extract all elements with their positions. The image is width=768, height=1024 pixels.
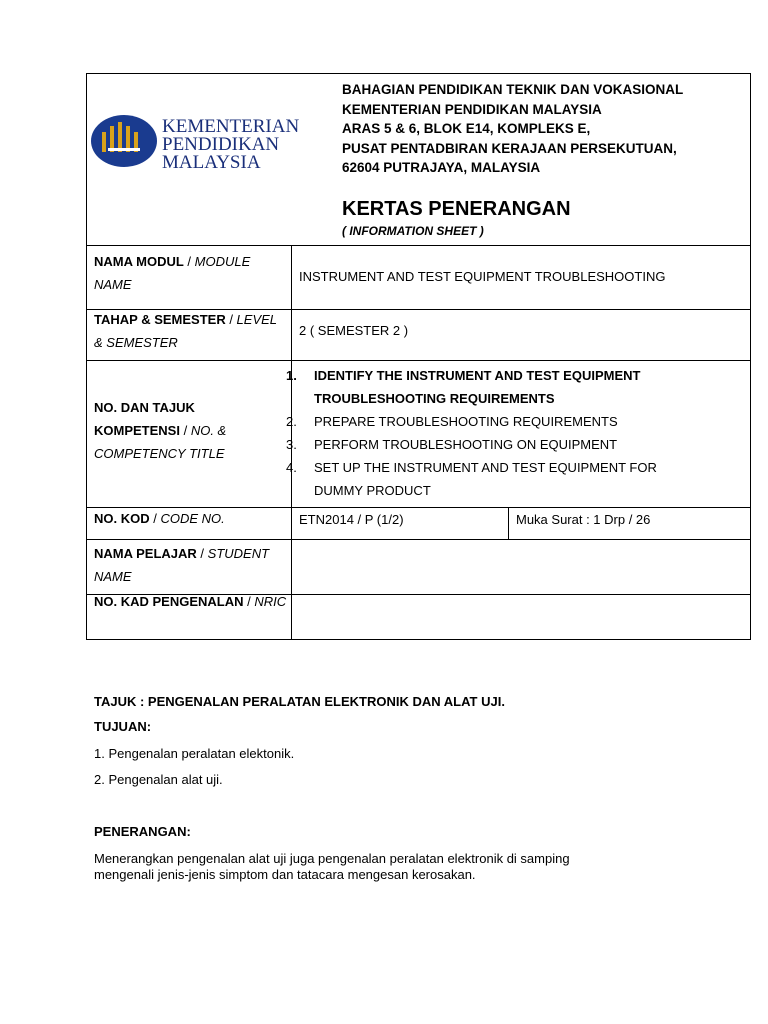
competency-label: NO. DAN TAJUK KOMPETENSI / NO. & COMPETENCY TITLE: [94, 400, 227, 461]
divider: [86, 539, 751, 540]
address-line: 62604 PUTRAJAYA, MALAYSIA: [342, 160, 541, 175]
address-line: ARAS 5 & 6, BLOK E14, KOMPLEKS E,: [342, 121, 591, 136]
explanation-heading: PENERANGAN:: [94, 824, 191, 839]
list-item: 4. SET UP THE INSTRUMENT AND TEST EQUIPMENT FOR: [286, 460, 657, 475]
aim-item: 2. Pengenalan alat uji.: [94, 772, 223, 787]
nric-field[interactable]: [299, 600, 739, 634]
divider: [86, 245, 751, 246]
list-item: 1. IDENTIFY THE INSTRUMENT AND TEST EQUIPMENT: [286, 368, 641, 383]
address-block: [342, 80, 683, 178]
code-label: NO. KOD / CODE NO.: [94, 511, 225, 526]
address-line: BAHAGIAN PENDIDIKAN TEKNIK DAN VOKASIONAL: [342, 82, 684, 97]
nric-label: NO. KAD PENGENALAN / NRIC: [94, 594, 287, 609]
svg-text:PENDIDIKAN: PENDIDIKAN: [162, 134, 280, 155]
list-item: 3. PERFORM TROUBLESHOOTING ON EQUIPMENT: [286, 437, 618, 452]
module-value: INSTRUMENT AND TEST EQUIPMENT TROUBLESHOOTING: [299, 269, 666, 284]
address-line: PUSAT PENTADBIRAN KERAJAAN PERSEKUTUAN,: [342, 140, 677, 156]
column-divider: [508, 507, 509, 539]
student-name-label: NAMA PELAJAR / STUDENT NAME: [94, 546, 270, 584]
svg-text:MALAYSIA: MALAYSIA: [162, 152, 261, 170]
document-subtitle: ( INFORMATION SHEET ): [342, 224, 484, 238]
module-label: NAMA MODUL / MODULE NAME: [94, 254, 251, 292]
topic-heading: TAJUK : PENGENALAN PERALATAN ELEKTRONIK DAN ALAT UJI.: [94, 694, 505, 709]
code-value: ETN2014 / P (1/2): [299, 512, 404, 527]
list-item-continuation: TROUBLESHOOTING REQUIREMENTS: [314, 391, 555, 406]
ministry-logo: [90, 112, 315, 170]
divider: [86, 360, 751, 361]
ministry-emblem-icon: [90, 112, 315, 170]
student-name-field[interactable]: [299, 545, 739, 585]
explanation-line: mengenali jenis-jenis simptom dan tatacara mengesan kerosakan.: [94, 867, 476, 882]
address-line: KEMENTERIAN PENDIDIKAN MALAYSIA: [342, 101, 602, 117]
svg-text:KEMENTERIAN: KEMENTERIAN: [162, 116, 300, 137]
list-item-continuation: DUMMY PRODUCT: [314, 483, 431, 498]
competency-list: [286, 364, 657, 502]
level-label: TAHAP & SEMESTER / LEVEL & SEMESTER: [94, 312, 277, 350]
explanation-line: Menerangkan pengenalan alat uji juga pengenalan peralatan elektronik di samping: [94, 851, 570, 866]
level-value: 2 ( SEMESTER 2 ): [299, 323, 409, 338]
page-count: Muka Surat : 1 Drp / 26: [516, 512, 651, 527]
document-title: KERTAS PENERANGAN: [342, 198, 571, 220]
list-item: 2. PREPARE TROUBLESHOOTING REQUIREMENTS: [286, 414, 618, 429]
aim-item: 1. Pengenalan peralatan elektonik.: [94, 746, 295, 761]
aim-heading: TUJUAN:: [94, 719, 152, 734]
